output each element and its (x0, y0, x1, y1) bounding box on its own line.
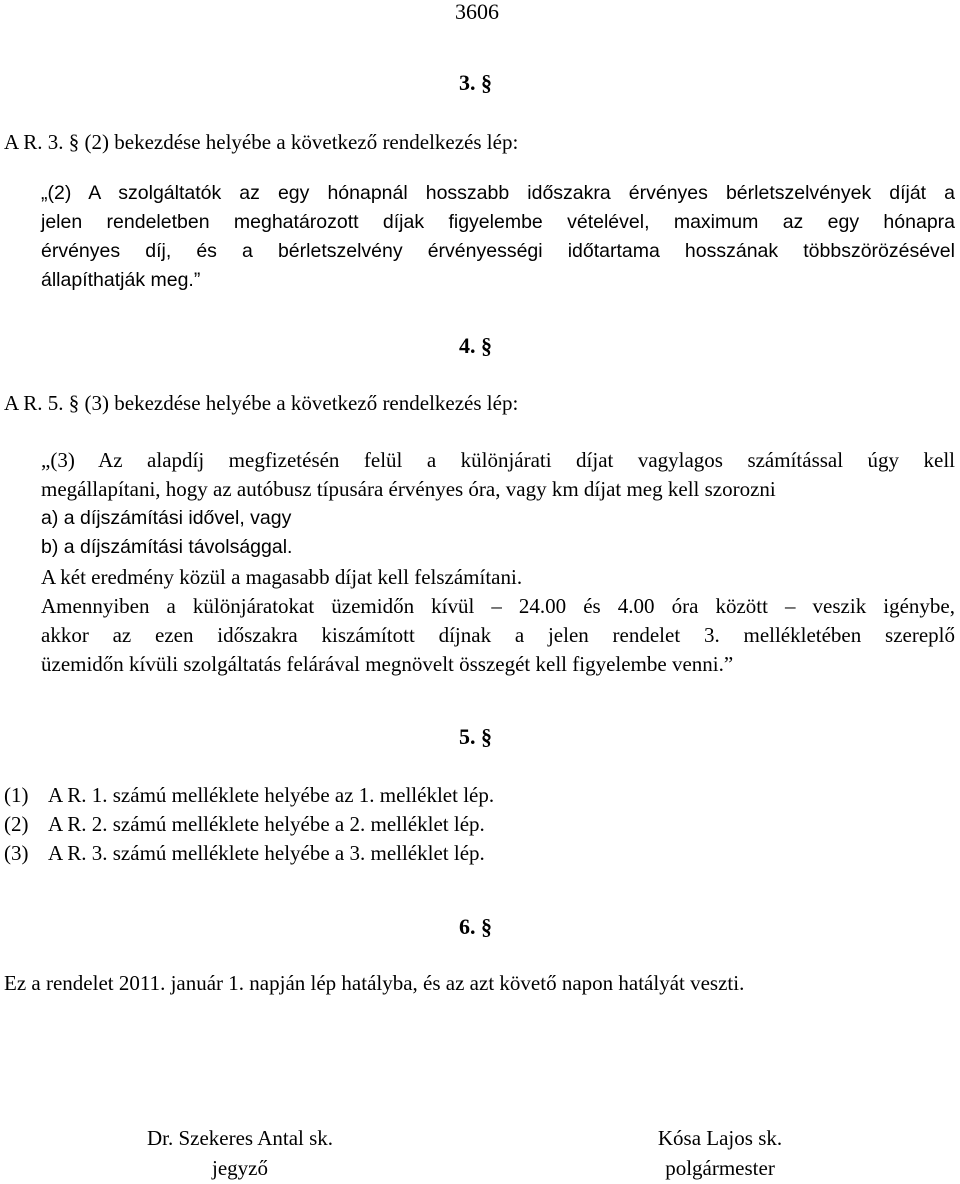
section-3-quote (41, 179, 955, 295)
item-text: A R. 2. számú melléklete helyébe a 2. melléklet lép. (48, 812, 485, 836)
quote-line: állapíthatják meg.” (41, 269, 201, 291)
list-item: b) a díjszámítási távolsággal. (41, 536, 293, 558)
signer-name: Dr. Szekeres Antal sk. (146, 1126, 334, 1150)
signature-left (110, 1124, 370, 1184)
section-6-heading: 6. § (459, 914, 492, 939)
signature-right (590, 1124, 850, 1184)
item-number: (3) (4, 841, 29, 865)
section-4-intro: A R. 5. § (3) bekezdése helyébe a következő rendelkezés lép: (4, 391, 519, 415)
section-4-heading: 4. § (459, 333, 492, 358)
tail-line: akkor az ezen időszakra kiszámított díjnak a jelen rendelet 3. mellékletében szereplő (41, 623, 955, 647)
page-number: 3606 (455, 0, 499, 24)
item-number: (1) (4, 783, 29, 807)
signer-role: jegyző (212, 1156, 268, 1180)
tail-line: Amennyiben a különjáratokat üzemidőn kívül – 24.00 és 4.00 óra között – veszik igénybe, (41, 594, 955, 618)
list-item (4, 839, 494, 868)
item-text: A R. 3. számú melléklete helyébe a 3. melléklet lép. (48, 841, 485, 865)
tail-line: A két eredmény közül a magasabb díjat kell felszámítani. (41, 565, 523, 589)
item-text: A R. 1. számú melléklete helyébe az 1. melléklet lép. (48, 783, 495, 807)
list-item (4, 781, 494, 810)
list-item: a) a díjszámítási idővel, vagy (41, 507, 292, 529)
section-4-tail (41, 563, 955, 679)
section-3-intro: A R. 3. § (2) bekezdése helyébe a következő rendelkezés lép: (4, 130, 519, 154)
quote-line: jelen rendeletben meghatározott díjak figyelembe vételével, maximum az egy hónapra (41, 211, 955, 233)
section-5-list (4, 781, 494, 868)
quote-line: „(3) Az alapdíj megfizetésén felül a különjárati díjat vagylagos számítással úgy kell (41, 448, 955, 472)
section-4-list (41, 504, 292, 562)
tail-line: üzemidőn kívüli szolgáltatás felárával megnövelt összegét kell figyelembe venni.” (41, 652, 734, 676)
list-item (4, 810, 494, 839)
section-3-heading: 3. § (459, 70, 492, 95)
section-5-heading: 5. § (459, 724, 492, 749)
signer-name: Kósa Lajos sk. (657, 1126, 783, 1150)
quote-line: érvényes díj, és a bérletszelvény érvényességi időtartama hosszának többszörözésével (41, 240, 955, 262)
quote-line: megállapítani, hogy az autóbusz típusára érvényes óra, vagy km díjat meg kell szorozni (41, 477, 776, 501)
signer-role: polgármester (665, 1156, 775, 1180)
item-number: (2) (4, 812, 29, 836)
section-4-quote (41, 446, 955, 504)
quote-line: „(2) A szolgáltatók az egy hónapnál hosszabb időszakra érvényes bérletszelvények díját a (41, 182, 955, 204)
section-6-text: Ez a rendelet 2011. január 1. napján lép hatályba, és az azt követő napon hatályát veszti. (4, 971, 745, 995)
